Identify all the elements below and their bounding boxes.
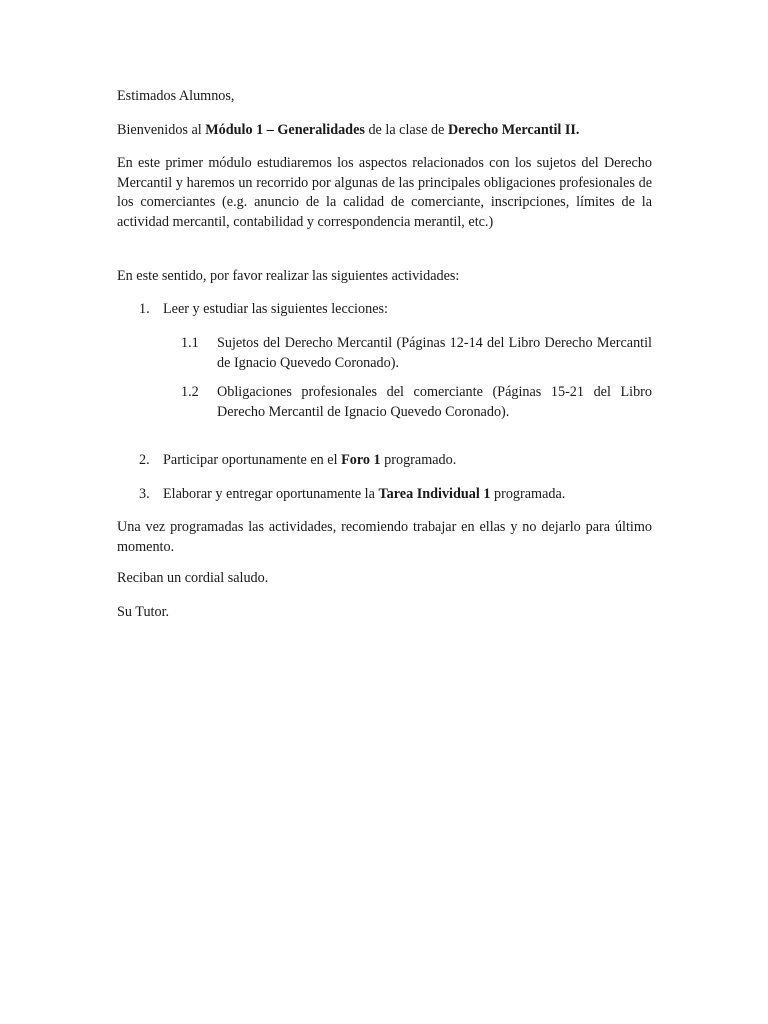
activity-number-3: 3. — [139, 486, 150, 502]
activity-item-2 — [117, 451, 652, 471]
activities-intro: En este sentido, por favor realizar las siguientes actividades: — [117, 268, 460, 284]
farewell: Reciban un cordial saludo. — [117, 570, 269, 586]
activity-number-1: 1. — [139, 301, 150, 317]
forum-label: Foro 1 — [341, 452, 381, 468]
lesson-text-1: Sujetos del Derecho Mercantil (Páginas 12-14 del Libro Derecho Mercantil de Ignacio Quevedo Coronado). — [217, 335, 652, 371]
description-paragraph: En este primer módulo estudiaremos los aspectos relacionados con los sujetos del Derecho Mercantil y haremos un recorrido por algunas de las principales obligaciones profesionales de los comerciantes (e.g. anuncio de la calidad de comerciante, inscripciones, límites de la actividad mercantil, contabilidad y correspondencia merantil, etc.) — [117, 155, 652, 230]
activity-item-3 — [117, 485, 652, 505]
lesson-number-2: 1.2 — [181, 384, 199, 400]
signature: Su Tutor. — [117, 604, 170, 620]
intro-mid: de la clase de — [364, 122, 448, 138]
lesson-item-2 — [181, 383, 652, 422]
module-title: Módulo 1 – Generalidades — [205, 122, 365, 138]
activity-item-1 — [117, 300, 652, 320]
course-title: Derecho Mercantil II. — [448, 122, 580, 138]
lesson-number-1: 1.1 — [181, 335, 199, 351]
lesson-item-1 — [181, 334, 652, 373]
intro-paragraph — [117, 121, 652, 141]
closing-advice: Una vez programadas las actividades, recomiendo trabajar en ellas y no dejarlo para último momento. — [117, 519, 652, 555]
activity-text-1: Leer y estudiar las siguientes lecciones: — [163, 301, 388, 317]
activity-text-2: Participar oportunamente en el Foro 1 programado. — [163, 452, 457, 468]
intro-pre: Bienvenidos al — [117, 122, 206, 138]
activity-number-2: 2. — [139, 452, 150, 468]
assignment-label: Tarea Individual 1 — [378, 486, 491, 502]
greeting: Estimados Alumnos, — [117, 88, 235, 104]
activity-text-3: Elaborar y entregar oportunamente la Tarea Individual 1 programada. — [163, 486, 566, 502]
lesson-text-2: Obligaciones profesionales del comerciante (Páginas 15-21 del Libro Derecho Mercantil de Ignacio Quevedo Coronado). — [217, 384, 652, 420]
